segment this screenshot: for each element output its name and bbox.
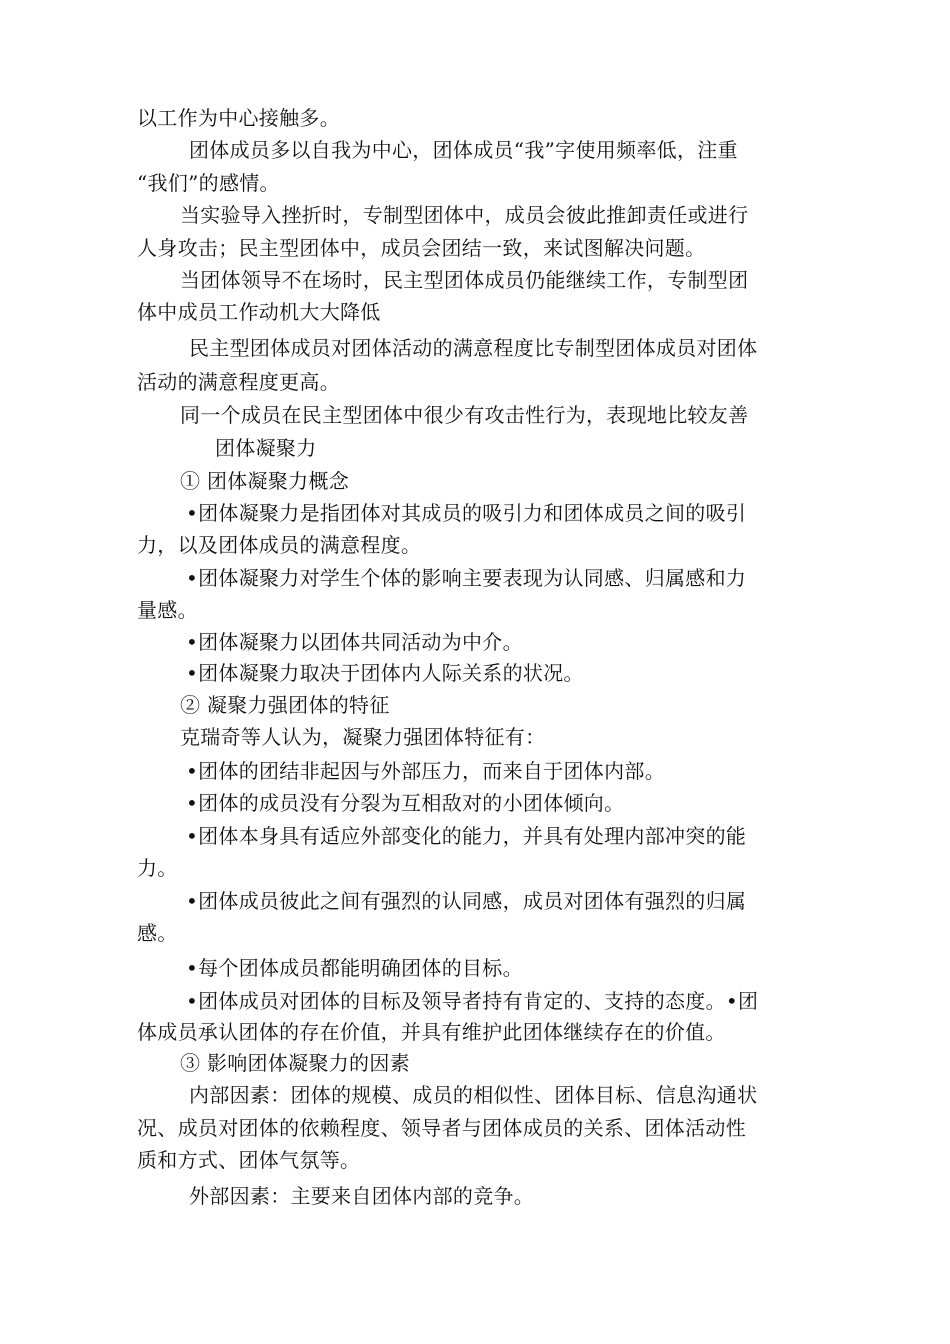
- section-heading: 团体凝聚力: [215, 436, 317, 460]
- text-line: 同一个成员在民主型团体中很少有攻击性行为，表现地比较友善: [180, 403, 749, 427]
- text-line: 体成员承认团体的存在价值，并具有维护此团体继续存在的价值。: [137, 1020, 726, 1044]
- text-line: 量感。: [137, 598, 198, 622]
- text-line: •团体成员对团体的目标及领导者持有肯定的、支持的态度。•团: [186, 989, 759, 1013]
- text-line: 内部因素：团体的规模、成员的相似性、团体目标、信息沟通状: [189, 1083, 758, 1107]
- text-line: •团体凝聚力对学生个体的影响主要表现为认同感、归属感和力: [186, 566, 747, 590]
- text-line: 当实验导入挫折时，专制型团体中，成员会彼此推卸责任或进行: [180, 203, 749, 227]
- text-line: •团体凝聚力以团体共同活动为中介。: [186, 630, 523, 654]
- text-line: 力，以及团体成员的满意程度。: [137, 533, 422, 557]
- subsection-heading: ① 团体凝聚力概念: [180, 469, 350, 493]
- subsection-heading: ② 凝聚力强团体的特征: [180, 693, 390, 717]
- text-line: 团体成员多以自我为中心，团体成员“我”字使用频率低，注重: [189, 138, 738, 162]
- text-line: 况、成员对团体的依赖程度、领导者与团体成员的关系、团体活动性: [137, 1116, 746, 1140]
- text-line: 外部因素：主要来自团体内部的竞争。: [189, 1184, 535, 1208]
- text-line: •每个团体成员都能明确团体的目标。: [186, 956, 523, 980]
- text-line: 当团体领导不在场时，民主型团体成员仍能继续工作，专制型团: [180, 268, 749, 292]
- text-line: 人身攻击；民主型团体中，成员会团结一致，来试图解决问题。: [137, 236, 706, 260]
- text-line: 力。: [137, 856, 178, 880]
- text-line: •团体凝聚力取决于团体内人际关系的状况。: [186, 661, 584, 685]
- text-line: 以工作为中心接触多。: [137, 106, 340, 130]
- text-line: 质和方式、团体气氛等。: [137, 1148, 361, 1172]
- text-line: •团体凝聚力是指团体对其成员的吸引力和团体成员之间的吸引: [186, 501, 747, 525]
- text-line: “我们”的感情。: [137, 171, 280, 195]
- text-line: •团体成员彼此之间有强烈的认同感，成员对团体有强烈的归属: [186, 889, 747, 913]
- subsection-heading: ③ 影响团体凝聚力的因素: [180, 1051, 410, 1075]
- text-line: •团体的成员没有分裂为互相敌对的小团体倾向。: [186, 791, 625, 815]
- text-line: 感。: [137, 921, 178, 945]
- text-line: •团体本身具有适应外部变化的能力，并具有处理内部冲突的能: [186, 824, 747, 848]
- text-line: 克瑞奇等人认为，凝聚力强团体特征有：: [180, 725, 546, 749]
- text-line: 体中成员工作动机大大降低: [137, 300, 381, 324]
- text-line: 民主型团体成员对团体活动的满意程度比专制型团体成员对团体: [189, 336, 758, 360]
- text-line: 活动的满意程度更高。: [137, 370, 340, 394]
- text-line: •团体的团结非起因与外部压力，而来自于团体内部。: [186, 759, 665, 783]
